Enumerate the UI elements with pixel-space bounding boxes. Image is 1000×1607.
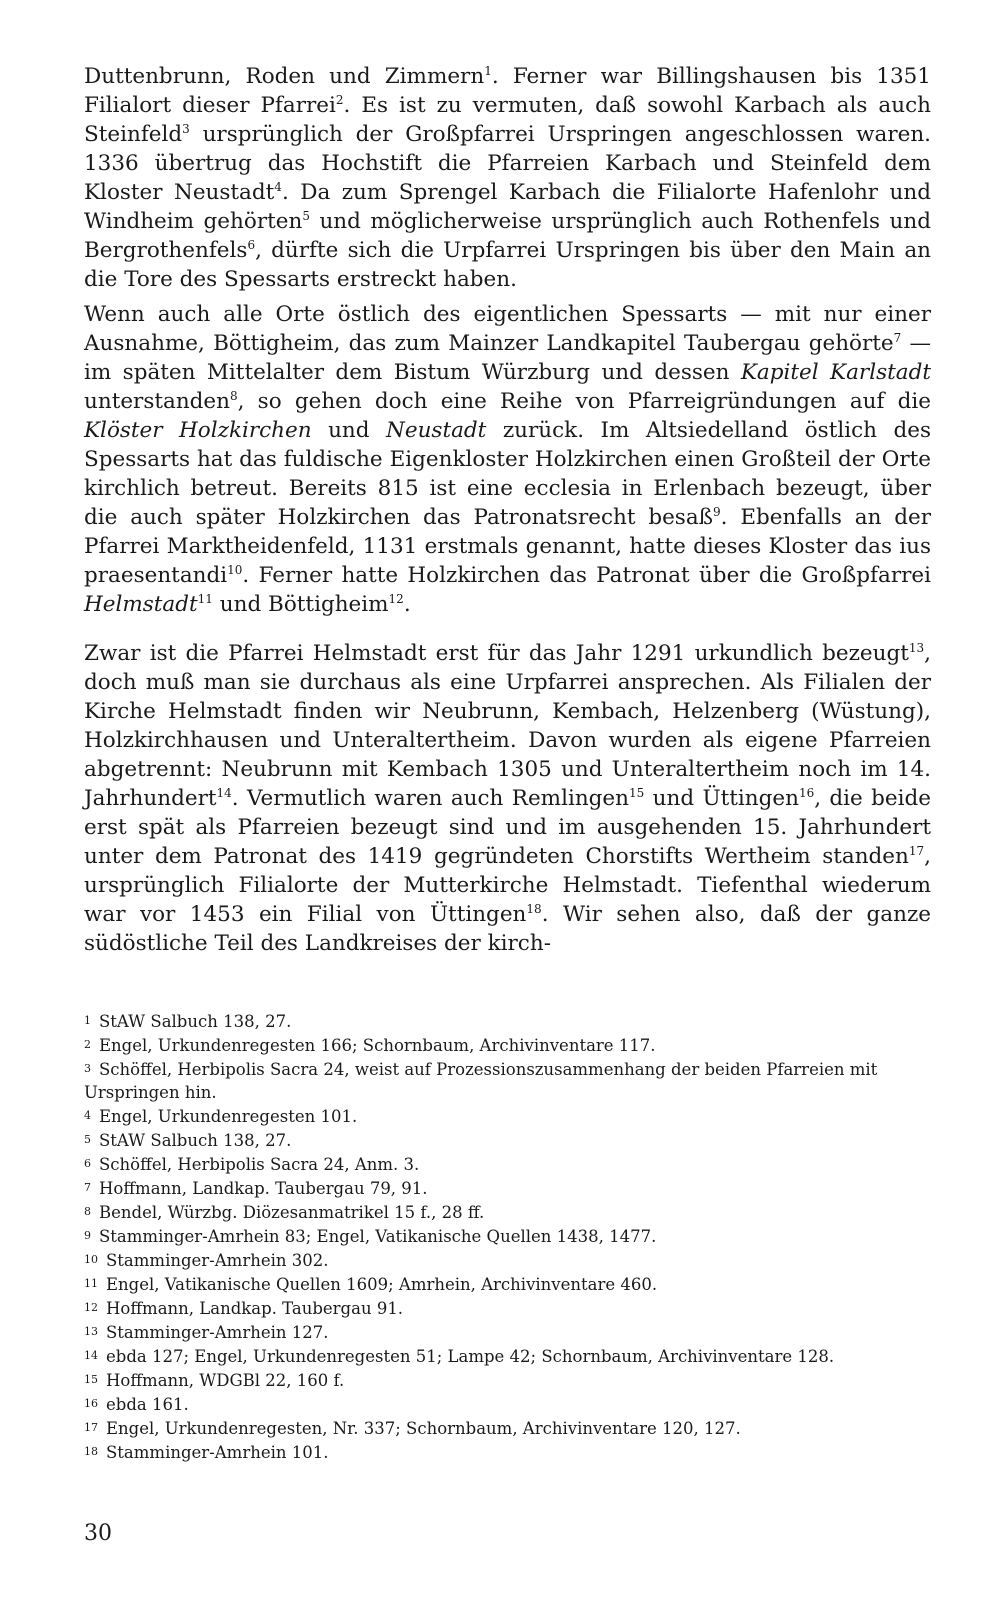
text-run: , doch muß man sie durchaus als eine Urpfarrei ansprechen. Als Filialen der Kirche Helmstadt finden wir Neubrunn, Kembach, Helzenberg (Wüstung), Holzkirchhausen und Unteraltertheim. Davon wurden als eigene Pfarreien abgetrennt: Neubrunn mit Kembach 1305 und Unteraltertheim noch im 14. Jahrhundert: [84, 641, 931, 811]
footnote-number: 12: [84, 1301, 98, 1314]
footnote-text: Stamminger-Amrhein 83; Engel, Vatikanische Quellen 1438, 1477.: [99, 1227, 657, 1246]
footnote-ref: 2: [335, 93, 344, 107]
footnote-ref: 9: [713, 505, 721, 519]
footnote-number: 10: [84, 1253, 98, 1266]
footnote-item: [84, 1009, 934, 1033]
footnote-text: Schöffel, Herbipolis Sacra 24, Anm. 3.: [99, 1155, 420, 1174]
text-run: und möglicherweise ursprünglich auch Rothenfels und Bergrothenfels: [84, 209, 932, 263]
footnote-number: 5: [84, 1133, 91, 1146]
footnote-ref: 7: [893, 331, 902, 345]
text-run: Zwar ist die Pfarrei Helmstadt erst für das Jahr 1291 urkundlich bezeugt: [84, 641, 909, 666]
footnote-text: Schöffel, Herbipolis Sacra 24, weist auf Prozessionszusammenhang der beiden Pfarreien mit Urspringen hin.: [84, 1060, 878, 1102]
body-paragraph-2: [84, 300, 931, 619]
text-run: . Vermutlich waren auch Remlingen: [231, 786, 630, 811]
footnote-item: [84, 1368, 934, 1392]
text-run: , dürfte sich die Urpfarrei Urspringen bis über den Main an die Tore des Spessarts erstreckt haben.: [84, 238, 931, 292]
footnote-item: [84, 1296, 934, 1320]
footnote-item: [84, 1152, 934, 1176]
footnote-ref: 3: [182, 122, 190, 136]
footnote-item: [84, 1057, 934, 1104]
footnote-ref: 4: [274, 180, 282, 194]
footnote-item: [84, 1272, 934, 1296]
text-run: , so gehen doch eine Reihe von Pfarreigründungen auf die: [237, 389, 931, 414]
text-run: . Es ist zu vermuten, daß sowohl Karbach als auch Steinfeld: [84, 93, 931, 147]
italic-text: Klöster Holzkirchen: [84, 418, 312, 443]
footnote-item: [84, 1128, 934, 1152]
footnote-text: Stamminger-Amrhein 302.: [106, 1251, 329, 1270]
body-paragraph-3: [84, 639, 931, 958]
footnote-number: 6: [84, 1157, 91, 1170]
text-run: . Da zum Sprengel Karbach die Filialorte Hafenlohr und Windheim gehörten: [84, 180, 931, 234]
footnote-number: 3: [84, 1062, 91, 1075]
footnote-text: ebda 161.: [106, 1395, 189, 1414]
footnote-text: Hoffmann, WDGBl 22, 160 f.: [106, 1371, 345, 1390]
footnote-item: [84, 1344, 934, 1368]
text-run: .: [403, 592, 411, 617]
footnote-item: [84, 1224, 934, 1248]
footnote-ref: 11: [197, 592, 213, 606]
footnote-number: 17: [84, 1421, 98, 1434]
footnote-number: 2: [84, 1038, 91, 1051]
footnote-text: ebda 127; Engel, Urkundenregesten 51; Lampe 42; Schornbaum, Archivinventare 128.: [106, 1347, 835, 1366]
footnote-ref: 15: [629, 786, 645, 800]
text-run: . Ferner hatte Holzkirchen das Patronat über die Großpfarrei: [242, 563, 931, 588]
footnote-item: [84, 1176, 934, 1200]
footnote-item: [84, 1320, 934, 1344]
footnote-number: 7: [84, 1181, 91, 1194]
footnote-ref: 10: [227, 563, 243, 577]
footnote-item: [84, 1248, 934, 1272]
text-run: Wenn auch alle Orte östlich des eigentlichen Spessarts — mit nur einer Ausnahme, Böttigheim, das zum Mainzer Landkapitel Taubergau gehörte: [84, 302, 931, 356]
footnote-text: Hoffmann, Landkap. Taubergau 79, 91.: [99, 1179, 428, 1198]
footnote-item: [84, 1416, 934, 1440]
italic-text: Helmstadt: [84, 592, 198, 617]
text-run: . Ebenfalls an der Pfarrei Marktheidenfeld, 1131 erstmals genannt, hatte dieses Kloster das ius praesentandi: [84, 505, 932, 588]
footnote-text: Engel, Urkundenregesten 166; Schornbaum, Archivinventare 117.: [99, 1036, 656, 1055]
text-run: . Ferner war Billingshausen bis 1351 Filialort dieser Pfarrei: [84, 64, 931, 118]
footnote-item: [84, 1392, 934, 1416]
text-run: und Üttingen: [644, 786, 799, 811]
text-run: , ursprünglich Filialorte der Mutterkirche Helmstadt. Tiefenthal wiederum war vor 1453 ein Filial von Üttingen: [84, 844, 931, 927]
footnote-ref: 18: [526, 902, 542, 916]
text-run: Duttenbrunn, Roden und Zimmern: [84, 64, 485, 89]
text-run: unterstanden: [84, 389, 231, 414]
footnote-text: StAW Salbuch 138, 27.: [99, 1131, 292, 1150]
footnote-ref: 13: [908, 641, 925, 655]
footnote-number: 18: [84, 1445, 98, 1458]
page-number: 30: [84, 1521, 112, 1546]
footnote-number: 1: [84, 1014, 91, 1027]
footnote-item: [84, 1104, 934, 1128]
footnote-item: [84, 1200, 934, 1224]
footnote-ref: 12: [388, 592, 404, 606]
footnote-number: 15: [84, 1373, 98, 1386]
text-run: und: [311, 418, 387, 443]
footnote-number: 8: [84, 1205, 91, 1218]
footnote-ref: 14: [216, 786, 232, 800]
text-run: , die beide erst spät als Pfarreien bezeugt sind und im ausgehenden 15. Jahrhundert unter dem Patronat des 1419 gegründeten Chorstifts Wertheim standen: [84, 786, 931, 869]
footnote-ref: 1: [484, 64, 492, 78]
footnote-number: 9: [84, 1229, 91, 1242]
footnote-text: Stamminger-Amrhein 127.: [106, 1323, 329, 1342]
footnote-number: 4: [84, 1109, 91, 1122]
text-run: zurück. Im Altsiedelland östlich des Spessarts hat das fuldische Eigenkloster Holzkirchen einen Großteil der Orte kirchlich betreut. Bereits 815 ist eine ecclesia in Erlenbach bezeugt, über die auch später Holzkirchen das Patronatsrecht besaß: [84, 418, 931, 530]
footnotes: [84, 1009, 934, 1464]
footnote-text: Engel, Urkundenregesten, Nr. 337; Schornbaum, Archivinventare 120, 127.: [106, 1419, 741, 1438]
footnote-ref: 5: [302, 209, 310, 223]
footnote-number: 13: [84, 1325, 98, 1338]
footnote-ref: 8: [230, 389, 238, 403]
text-run: — im späten Mittelalter dem Bistum Würzburg und dessen: [84, 331, 931, 385]
footnote-text: Stamminger-Amrhein 101.: [106, 1443, 329, 1462]
footnote-item: [84, 1440, 934, 1464]
text-run: ursprünglich der Großpfarrei Urspringen angeschlossen waren. 1336 übertrug das Hochstift die Pfarreien Karbach und Steinfeld dem Kloster Neustadt: [84, 122, 931, 205]
footnote-number: 16: [84, 1397, 98, 1410]
footnote-ref: 6: [247, 238, 256, 252]
italic-text: Kapitel Karlstadt: [740, 360, 931, 385]
footnote-text: StAW Salbuch 138, 27.: [99, 1012, 292, 1031]
footnote-text: Engel, Vatikanische Quellen 1609; Amrhein, Archivinventare 460.: [106, 1275, 658, 1294]
footnote-text: Bendel, Würzbg. Diözesanmatrikel 15 f., 28 ff.: [99, 1203, 485, 1222]
footnote-text: Hoffmann, Landkap. Taubergau 91.: [106, 1299, 404, 1318]
italic-text: Neustadt: [386, 418, 487, 443]
footnote-number: 11: [84, 1277, 98, 1290]
body-paragraph-1: [84, 62, 931, 294]
footnote-number: 14: [84, 1349, 98, 1362]
footnote-item: [84, 1033, 934, 1057]
text-run: und Böttigheim: [212, 592, 389, 617]
footnote-text: Engel, Urkundenregesten 101.: [99, 1107, 358, 1126]
footnote-ref: 17: [908, 844, 925, 858]
footnote-ref: 16: [798, 786, 815, 800]
text-run: . Wir sehen also, daß der ganze südöstliche Teil des Landkreises der kirch-: [84, 902, 931, 956]
